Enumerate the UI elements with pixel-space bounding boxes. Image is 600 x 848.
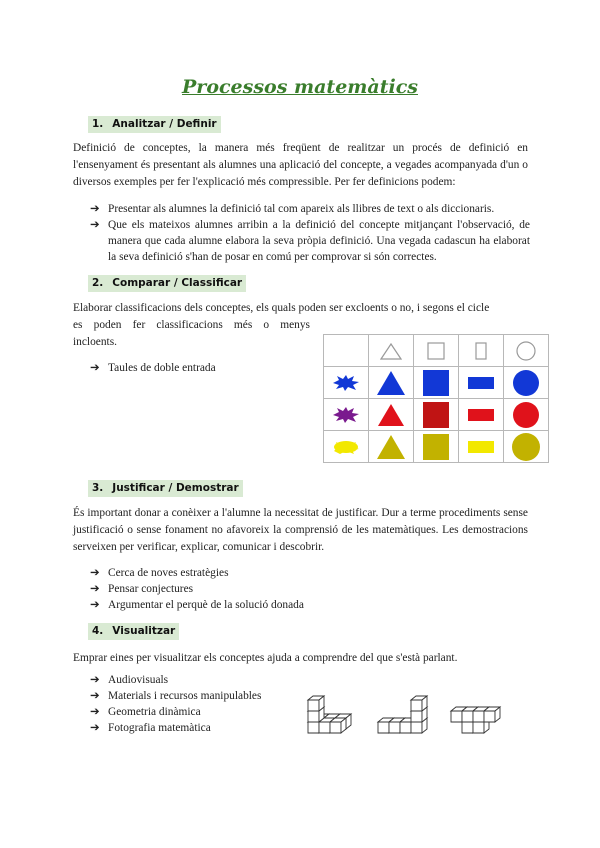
section-3-heading — [88, 480, 243, 497]
section-2-bullets — [90, 360, 216, 376]
arrow-icon: ➔ — [90, 599, 100, 611]
arrow-icon: ➔ — [90, 219, 100, 231]
list-item: ➔ Pensar conjectures — [90, 583, 194, 595]
yellow-splat-icon — [324, 431, 369, 463]
cube-face — [451, 711, 462, 722]
cube-structure-icon — [449, 684, 513, 736]
cube-face — [411, 711, 422, 722]
section-2-paragraph-line: incloents. — [73, 336, 117, 348]
cube-face — [462, 711, 473, 722]
list-item: ➔ Fotografia matemàtica — [90, 722, 211, 734]
yellow-rectangle-icon — [459, 431, 504, 463]
cube-face — [473, 722, 484, 733]
rectangle-outline-icon — [459, 335, 504, 367]
cube-face — [378, 722, 389, 733]
list-item: ➔ Materials i recursos manipulables — [90, 690, 262, 702]
arrow-icon: ➔ — [90, 203, 100, 215]
triangle-outline-icon — [369, 335, 414, 367]
list-item: ➔ Taules de doble entrada — [90, 362, 216, 374]
section-title: Visualitzar — [112, 625, 176, 637]
red-circle-icon — [504, 399, 549, 431]
section-2-paragraph-line: es poden fer classificacions més o menys — [73, 319, 310, 331]
section-1-paragraph: Definició de conceptes, la manera més freqüent de realitzar un procés de definició en l'ensenyament és presentant als alumnes una aplicació del concepte, a vegades acompanyada d'un o diversos exemples per fer l'explicació més compressible. Per fer definicions podem: — [73, 142, 528, 188]
olive-square-icon — [414, 431, 459, 463]
section-3-bullets — [90, 565, 304, 613]
list-item: ➔ Audiovisuals — [90, 674, 169, 686]
purple-splat-icon — [324, 399, 369, 431]
cube-face — [308, 700, 319, 711]
section-number: 3. — [92, 482, 104, 494]
square-outline-icon — [414, 335, 459, 367]
arrow-icon: ➔ — [90, 567, 100, 579]
blue-rectangle-icon — [459, 367, 504, 399]
section-4-heading — [88, 623, 179, 640]
cube-structure-icon — [376, 684, 442, 736]
section-3-paragraph: És important donar a conèixer a l'alumne la necessitat de justificar. Dur a terme procediments sense justificació o sense fonament no afavoreix la comprensió de les matemàtiques. Les demostracions serveixen per verificar, explicar, comunicar i descobrir. — [73, 507, 528, 553]
olive-triangle-icon — [369, 431, 414, 463]
section-2-heading — [88, 275, 246, 292]
blue-triangle-icon — [369, 367, 414, 399]
red-triangle-icon — [369, 399, 414, 431]
arrow-icon: ➔ — [90, 674, 100, 686]
list-item: ➔ Argumentar el perquè de la solució donada — [90, 599, 304, 611]
blue-square-icon — [414, 367, 459, 399]
arrow-icon: ➔ — [90, 690, 100, 702]
section-number: 4. — [92, 625, 104, 637]
section-2-paragraph-line: Elaborar classificacions dels conceptes, els quals poden ser excloents o no, i segons el cicle — [73, 302, 490, 314]
cube-face — [400, 722, 411, 733]
section-title: Justificar / Demostrar — [112, 482, 239, 494]
cube-face — [389, 722, 400, 733]
blue-splat-icon — [324, 367, 369, 399]
cube-face — [473, 711, 484, 722]
cube-face — [462, 722, 473, 733]
arrow-icon: ➔ — [90, 583, 100, 595]
circle-outline-icon — [504, 335, 549, 367]
section-4-paragraph: Emprar eines per visualitzar els conceptes ajuda a comprendre del que s'està parlant. — [73, 652, 458, 664]
cube-face — [411, 700, 422, 711]
section-4-bullets — [90, 672, 261, 736]
list-item: ➔ Geometria dinàmica — [90, 706, 201, 718]
blue-circle-icon — [504, 367, 549, 399]
page-title: Processos matemàtics — [182, 76, 418, 98]
section-number: 1. — [92, 118, 104, 130]
list-item: ➔ Presentar als alumnes la definició tal com apareix als llibres de text o als diccionaris. — [90, 203, 495, 215]
list-item: ➔ Cerca de noves estratègies — [90, 567, 229, 579]
arrow-icon: ➔ — [90, 722, 100, 734]
section-title: Comparar / Classificar — [112, 277, 243, 289]
cube-structure-icon — [306, 684, 370, 736]
cube-face — [411, 722, 422, 733]
list-item: ➔ Que els mateixos alumnes arribin a la definició del concepte mitjançant l'observació, de manera que cada alumne elabora la seva pròpia definició. Una vegada cadascun ha elaborat la seva definició s'han de posar en comú per comprovar si són correctes. — [90, 219, 530, 263]
arrow-icon: ➔ — [90, 362, 100, 374]
section-number: 2. — [92, 277, 104, 289]
olive-circle-icon — [504, 431, 549, 463]
cube-face — [308, 711, 319, 722]
table-cell-empty — [324, 335, 369, 367]
section-1-heading — [88, 116, 221, 133]
section-title: Analitzar / Definir — [112, 118, 217, 130]
arrow-icon: ➔ — [90, 706, 100, 718]
darkred-square-icon — [414, 399, 459, 431]
section-1-bullets — [90, 201, 530, 265]
red-rectangle-icon — [459, 399, 504, 431]
cube-face — [308, 722, 319, 733]
cube-face — [319, 722, 330, 733]
cube-face — [330, 722, 341, 733]
cube-face — [484, 711, 495, 722]
classification-table — [323, 334, 549, 463]
